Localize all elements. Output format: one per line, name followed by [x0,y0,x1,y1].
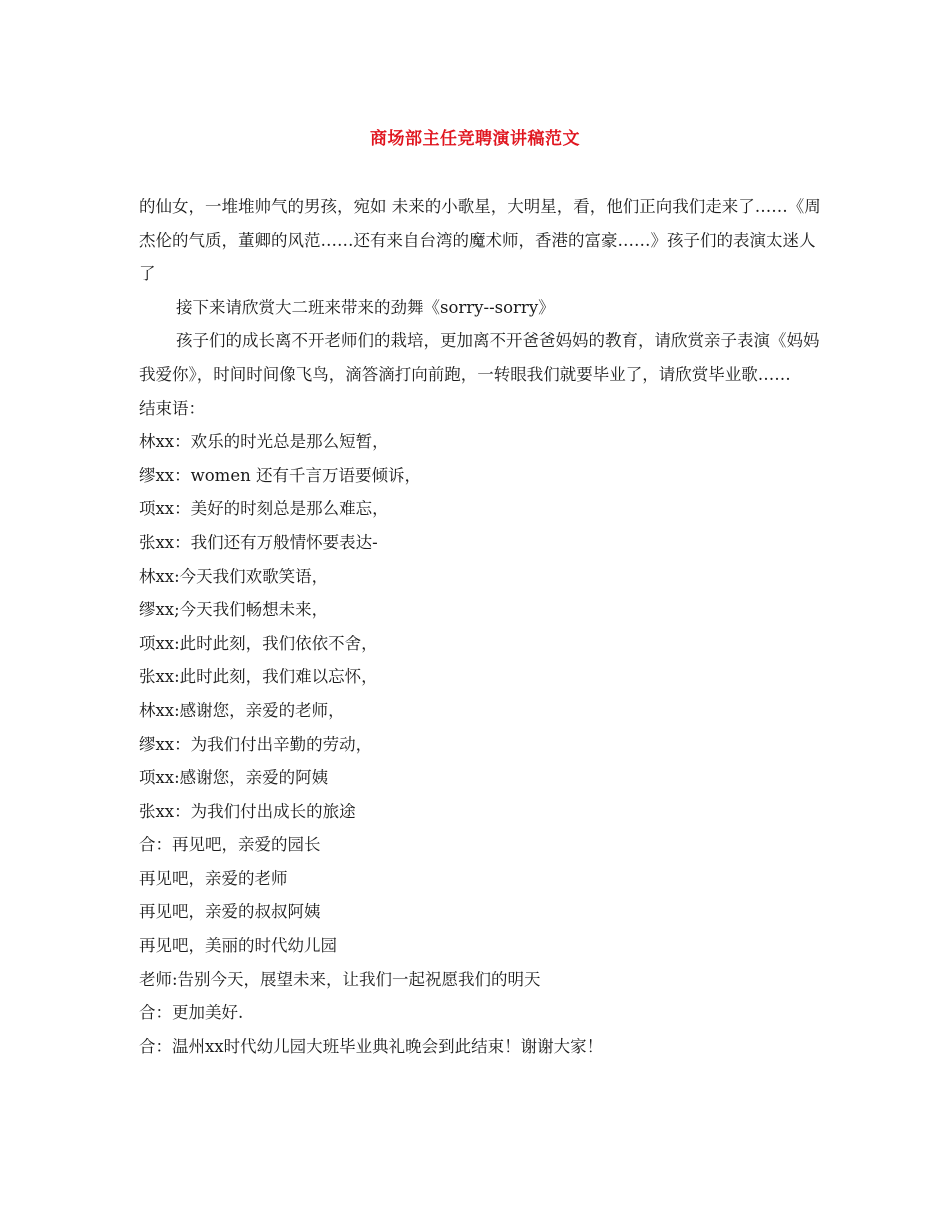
dialogue-line: 项xx:此时此刻，我们依依不舍， [139,633,378,653]
dialogue-line: 项xx：美好的时刻总是那么难忘， [139,499,389,519]
dialogue-line: 林xx:今天我们欢歌笑语， [139,566,329,586]
dialogue-line: 张xx:此时此刻，我们难以忘怀， [139,667,378,687]
dialogue-line: 林xx：欢乐的时光总是那么短暂， [139,432,389,452]
paragraph: 接下来请欣赏大二班来带来的劲舞《sorry--sorry》 [176,297,555,317]
paragraph: 孩子们的成长离不开老师们的栽培，更加离不开爸爸妈妈的教育，请欣赏亲子表演《妈妈我爱你》，时间时间像飞鸟，滴答滴打向前跑，一转眼我们就要毕业了，请欣赏毕业歌…… [139,331,820,384]
dialogue-line: 项xx:感谢您，亲爱的阿姨 [139,768,329,788]
dialogue-line: 张xx：我们还有万般情怀要表达- [139,532,378,552]
dialogue-line: 缪xx;今天我们畅想未来， [139,600,329,620]
dialogue-line: 缪xx：women 还有千言万语要倾诉， [139,465,421,485]
dialogue-line: 合：温州xx时代幼儿园大班毕业典礼晚会到此结束！谢谢大家！ [139,1036,604,1056]
dialogue-line: 老师:告别今天，展望未来，让我们一起祝愿我们的明天 [139,969,541,989]
dialogue-line: 合：更加美好. [139,1003,244,1023]
dialogue-line: 再见吧，亲爱的老师 [139,868,288,888]
document-title: 商场部主任竞聘演讲稿范文 [370,129,580,149]
dialogue-line: 张xx：为我们付出成长的旅途 [139,801,356,821]
dialogue-line: 再见吧，美丽的时代幼儿园 [139,936,337,956]
dialogue-line: 林xx:感谢您，亲爱的老师， [139,700,345,720]
paragraph: 的仙女，一堆堆帅气的男孩，宛如 未来的小歌星，大明星，看，他们正向我们走来了……《周杰伦的气质，董卿的风范……还有来自台湾的魔术师，香港的富豪……》孩子们的表演太迷人了 [139,197,821,284]
dialogue-line: 缪xx：为我们付出辛勤的劳动， [139,734,373,754]
dialogue-line: 再见吧，亲爱的叔叔阿姨 [139,902,321,922]
closing-heading: 结束语： [139,398,205,418]
dialogue-line: 合：再见吧，亲爱的园长 [139,835,321,855]
document-body [139,190,825,1063]
